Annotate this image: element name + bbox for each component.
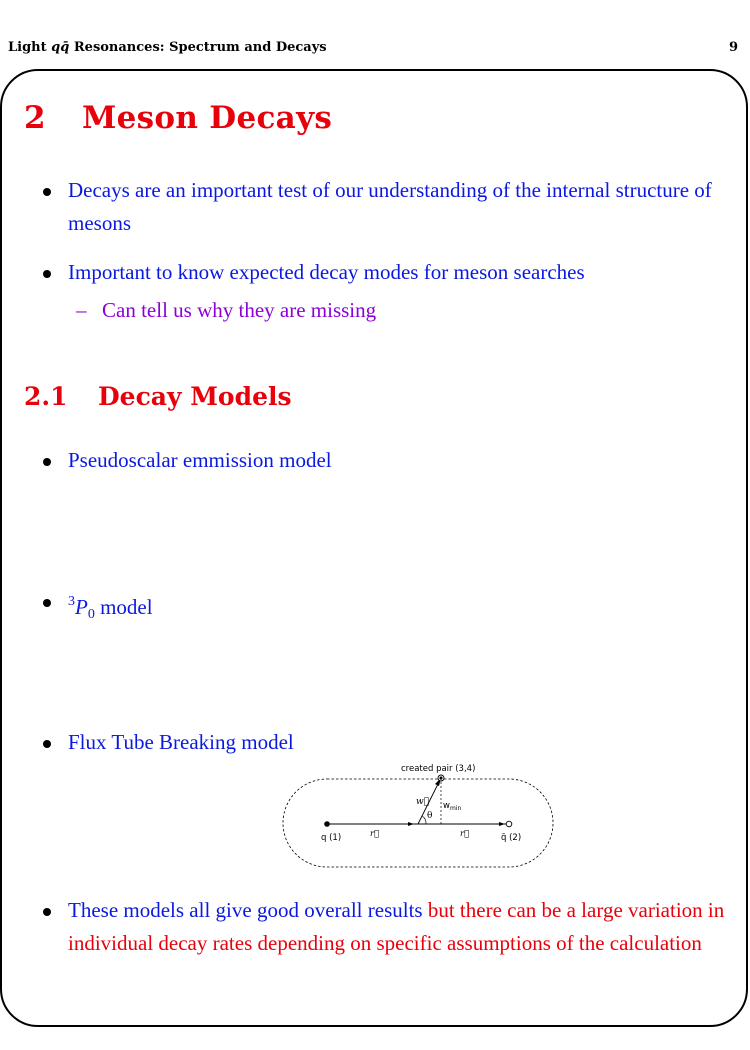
- bullet-decays-test: Decays are an important test of our understanding of the internal structure of mesons: [68, 174, 728, 240]
- bullet-pseudoscalar: Pseudoscalar emmission model: [68, 444, 728, 477]
- running-header: [8, 40, 738, 55]
- r-vector-label-left: r⃗: [370, 829, 380, 839]
- subsection-number: 2.1: [24, 382, 68, 411]
- section-title: [24, 100, 332, 136]
- antiquark-dot: [506, 821, 512, 827]
- bullet-decay-modes: Important to know expected decay modes for meson searches: [68, 256, 728, 289]
- r-vector-label-right: r⃗: [460, 829, 470, 839]
- quark-label: q (1): [321, 833, 342, 843]
- bullet-dot: [43, 188, 51, 196]
- page-number: 9: [728, 40, 738, 55]
- bullet-3p0: $^3$P0 model: [68, 585, 728, 631]
- section-heading: Meson Decays: [82, 100, 333, 136]
- dash-marker: –: [76, 298, 87, 322]
- antiquark-label: q̄ (2): [501, 833, 522, 843]
- bullet-dot: [43, 599, 51, 607]
- bullet-flux-tube: Flux Tube Breaking model: [68, 726, 728, 759]
- theta-label: θ: [427, 811, 433, 821]
- quark-dot: [324, 821, 330, 827]
- created-pair-label: created pair (3,4): [401, 764, 476, 774]
- bullet-dot: [43, 740, 51, 748]
- subsection-title: [24, 382, 292, 411]
- bullet-dot: [43, 458, 51, 466]
- bullet-conclusion: These models all give good overall results but there can be a large variation in individual decay rates depending on specific assumptions of the calculation: [68, 894, 728, 960]
- header-title: Light qq̄ Resonances: Spectrum and Decays: [8, 40, 327, 55]
- w-vector-label: w⃗: [416, 797, 430, 807]
- bullet-dot: [43, 270, 51, 278]
- wmin-label: $w_{min}$: [443, 801, 462, 812]
- section-number: 2: [24, 100, 46, 136]
- bullet-dot: [43, 908, 51, 916]
- flux-tube-diagram: [280, 758, 560, 873]
- sub-bullet-missing: – Can tell us why they are missing: [76, 298, 377, 322]
- subsection-heading: Decay Models: [98, 382, 292, 411]
